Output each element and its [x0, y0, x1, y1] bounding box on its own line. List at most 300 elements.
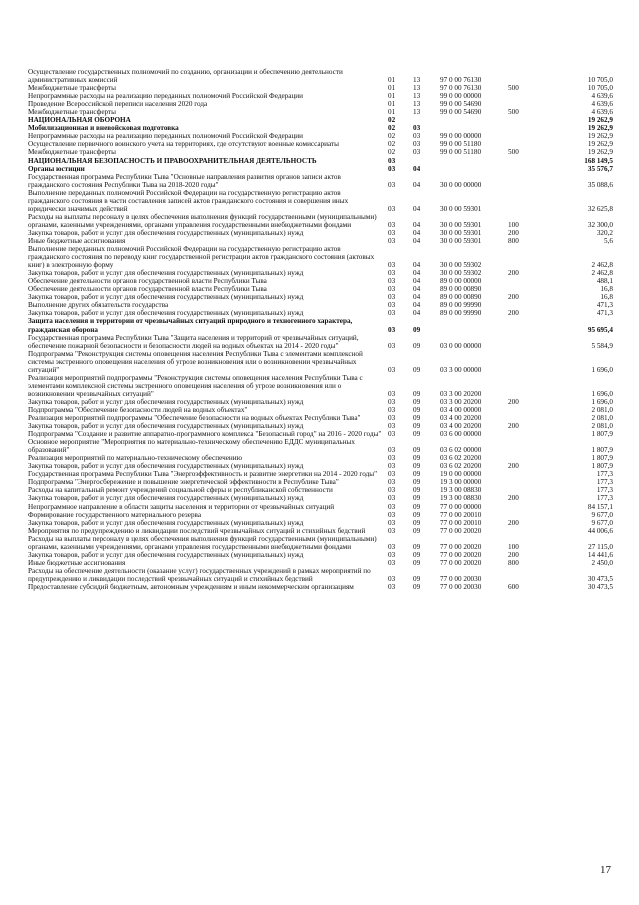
table-row [28, 148, 613, 156]
cell-subsection-code: 03 [413, 132, 421, 141]
cell-section-code: 03 [388, 446, 396, 455]
cell-target-article: 89 0 00 00000 [440, 277, 482, 286]
cell-item-name: Межбюджетные трансферты [28, 108, 116, 117]
cell-section-code: 03 [388, 236, 396, 245]
cell-expense-type: 200 [508, 550, 519, 559]
page-number: 17 [600, 864, 611, 876]
cell-item-name: Закупка товаров, работ и услуг для обеспечения государственных (муниципальных) нужд [28, 422, 304, 431]
cell-item-name: Закупка товаров, работ и услуг для обеспечения государственных (муниципальных) нужд [28, 462, 304, 471]
cell-subsection-code: 09 [413, 341, 421, 350]
cell-subsection-code: 09 [413, 365, 421, 374]
cell-section-code: 03 [388, 478, 396, 487]
cell-section-code: 01 [388, 84, 396, 93]
cell-section-code: 01 [388, 92, 396, 101]
cell-expense-type: 500 [508, 108, 519, 117]
cell-item-name: Государственная программа Республики Тыва "Основные направления развития органов записи актов гражданского состояния Республики Тыва на 2018-2020 годы" [28, 172, 341, 189]
cell-target-article: 77 0 00 20010 [440, 510, 482, 519]
cell-amount: 2 450,0 [591, 558, 613, 567]
cell-subsection-code: 09 [413, 454, 421, 463]
cell-target-article: 99 0 00 54690 [440, 108, 482, 117]
cell-section-code: 02 [388, 148, 396, 157]
cell-item-name: Иные бюджетные ассигнования [28, 558, 126, 567]
cell-item-name: Закупка товаров, работ и услуг для обеспечения государственных (муниципальных) нужд [28, 397, 304, 406]
cell-section-code: 03 [388, 574, 396, 583]
cell-subsection-code: 04 [413, 236, 421, 245]
cell-item-name: Реализация мероприятий по материально-техническому обеспечению [28, 454, 242, 463]
cell-section-code: 03 [388, 526, 396, 535]
cell-subsection-code: 04 [413, 220, 421, 229]
cell-section-code: 01 [388, 108, 396, 117]
cell-amount: 16,8 [600, 293, 613, 302]
cell-subsection-code: 04 [413, 261, 421, 270]
table-row [28, 213, 613, 229]
cell-item-name: Подпрограмма "Создание и развитие аппаратно-программного комплекса "Безопасный город" на 2016 - 2020 годы" [28, 430, 382, 439]
cell-item-name: Обеспечение деятельности органов государственной власти Республики Тыва [28, 285, 267, 294]
table-row [28, 108, 613, 116]
cell-section-code: 03 [388, 470, 396, 479]
cell-amount: 177,3 [596, 494, 613, 503]
cell-item-name: Государственная программа Республики Тыва "Энергоэффективность и развитие энергетики на 2014 - 2020 годы" [28, 470, 378, 479]
table-row [28, 494, 613, 502]
cell-section-code: 03 [388, 156, 396, 165]
cell-target-article: 03 4 00 20200 [440, 414, 482, 423]
cell-item-name: Закупка товаров, работ и услуг для обеспечения государственных (муниципальных) нужд [28, 494, 304, 503]
cell-subsection-code: 09 [413, 526, 421, 535]
cell-target-article: 30 0 00 59301 [440, 228, 482, 237]
cell-target-article: 03 4 00 00000 [440, 405, 482, 414]
cell-section-code: 03 [388, 405, 396, 414]
table-row [28, 486, 613, 494]
table-row [28, 430, 613, 438]
cell-amount: 19 262,9 [587, 148, 613, 157]
table-row [28, 189, 613, 213]
cell-amount: 35 576,7 [587, 164, 613, 173]
table-row [28, 68, 613, 84]
cell-amount: 19 262,9 [587, 124, 613, 133]
cell-amount: 4 639,6 [591, 108, 613, 117]
cell-item-name: Расходы на выплаты персоналу в целях обеспечения выполнения функций государственными (муниципальными) органами, казенными учреждениями, органами управления государственными внебюджетными фондами [28, 534, 377, 551]
cell-target-article: 77 0 00 20020 [440, 558, 482, 567]
table-row [28, 317, 613, 333]
cell-subsection-code: 09 [413, 478, 421, 487]
cell-section-code: 03 [388, 285, 396, 294]
cell-section-code: 02 [388, 132, 396, 141]
cell-section-code: 03 [388, 220, 396, 229]
cell-amount: 95 695,4 [587, 325, 613, 334]
table-row [28, 567, 613, 583]
cell-item-name: Закупка товаров, работ и услуг для обеспечения государственных (муниципальных) нужд [28, 518, 304, 527]
cell-target-article: 99 0 00 00000 [440, 92, 482, 101]
cell-target-article: 89 0 00 00890 [440, 293, 482, 302]
cell-target-article: 03 4 00 20200 [440, 422, 482, 431]
cell-item-name: Предоставление субсидий бюджетным, автономным учреждениям и иным некоммерческим организациям [28, 583, 354, 591]
cell-section-code: 03 [388, 180, 396, 189]
cell-item-name: Формирование государственного материального резерва [28, 510, 202, 519]
cell-amount: 30 473,5 [587, 574, 613, 583]
cell-amount: 44 006,6 [587, 526, 613, 535]
cell-item-name: Иные бюджетные ассигнования [28, 236, 126, 245]
cell-subsection-code: 04 [413, 204, 421, 213]
cell-section-code: 03 [388, 341, 396, 350]
cell-target-article: 77 0 00 20010 [440, 518, 482, 527]
cell-expense-type: 200 [508, 422, 519, 431]
cell-subsection-code: 09 [413, 502, 421, 511]
cell-subsection-code: 13 [413, 108, 421, 117]
cell-amount: 488,1 [596, 277, 613, 286]
cell-target-article: 99 0 00 51180 [440, 148, 482, 157]
cell-section-code: 03 [388, 510, 396, 519]
cell-subsection-code: 04 [413, 301, 421, 310]
cell-item-name: Мобилизационная и вневойсковая подготовка [28, 124, 179, 133]
cell-expense-type: 800 [508, 236, 519, 245]
cell-amount: 84 157,1 [587, 502, 613, 511]
table-row [28, 583, 613, 591]
cell-item-name: Органы юстиции [28, 164, 85, 173]
cell-item-name: Непрограммные расходы на реализацию переданных полномочий Российской Федерации [28, 132, 303, 141]
table-row [28, 293, 613, 301]
cell-amount: 177,3 [596, 486, 613, 495]
table-row [28, 398, 613, 406]
cell-section-code: 02 [388, 124, 396, 133]
table-row [28, 92, 613, 100]
cell-amount: 19 262,9 [587, 116, 613, 125]
cell-target-article: 77 0 00 20020 [440, 550, 482, 559]
cell-subsection-code: 09 [413, 462, 421, 471]
cell-target-article: 03 6 00 00000 [440, 430, 482, 439]
cell-section-code: 03 [388, 494, 396, 503]
table-row [28, 124, 613, 132]
cell-section-code: 03 [388, 389, 396, 398]
table-row [28, 229, 613, 237]
cell-amount: 1 696,0 [591, 389, 613, 398]
cell-section-code: 03 [388, 277, 396, 286]
cell-item-name: Межбюджетные трансферты [28, 84, 116, 93]
cell-amount: 5,6 [604, 236, 613, 245]
cell-expense-type: 500 [508, 84, 519, 93]
cell-section-code: 03 [388, 583, 396, 591]
table-row [28, 535, 613, 551]
cell-item-name: Осуществление государственных полномочий по созданию, организации и обеспечению деятельности административных комиссий [28, 68, 343, 85]
cell-amount: 1 807,9 [591, 462, 613, 471]
cell-target-article: 19 0 00 00000 [440, 470, 482, 479]
cell-expense-type: 200 [508, 397, 519, 406]
cell-section-code: 03 [388, 518, 396, 527]
cell-section-code: 03 [388, 430, 396, 439]
cell-item-name: НАЦИОНАЛЬНАЯ ОБОРОНА [28, 116, 131, 125]
cell-amount: 2 081,0 [591, 414, 613, 423]
cell-item-name: Проведение Всероссийской переписи населения 2020 года [28, 100, 208, 109]
cell-expense-type: 800 [508, 558, 519, 567]
cell-item-name: Обеспечение деятельности органов государственной власти Республики Тыва [28, 277, 267, 286]
cell-subsection-code: 04 [413, 164, 421, 173]
cell-expense-type: 100 [508, 220, 519, 229]
cell-amount: 177,3 [596, 470, 613, 479]
cell-subsection-code: 09 [413, 558, 421, 567]
cell-subsection-code: 09 [413, 583, 421, 591]
table-row [28, 527, 613, 535]
table-row [28, 422, 613, 430]
cell-target-article: 89 0 00 00890 [440, 285, 482, 294]
cell-amount: 1 696,0 [591, 365, 613, 374]
cell-subsection-code: 09 [413, 542, 421, 551]
cell-target-article: 97 0 00 76130 [440, 84, 482, 93]
cell-section-code: 03 [388, 486, 396, 495]
cell-subsection-code: 09 [413, 494, 421, 503]
cell-subsection-code: 03 [413, 140, 421, 149]
table-row [28, 462, 613, 470]
cell-target-article: 97 0 00 76130 [440, 76, 482, 85]
cell-section-code: 03 [388, 269, 396, 278]
cell-subsection-code: 09 [413, 389, 421, 398]
cell-section-code: 03 [388, 309, 396, 318]
cell-subsection-code: 04 [413, 293, 421, 302]
cell-item-name: Осуществление первичного воинского учета на территориях, где отсутствуют военные комиссариаты [28, 140, 339, 149]
cell-amount: 10 705,0 [587, 76, 613, 85]
cell-target-article: 30 0 00 59301 [440, 204, 482, 213]
cell-amount: 168 149,5 [584, 156, 613, 165]
cell-section-code: 01 [388, 100, 396, 109]
cell-target-article: 19 3 00 00000 [440, 478, 482, 487]
cell-item-name: Мероприятия по предупреждению и ликвидации последствий чрезвычайных ситуаций и стихийных бедствий [28, 526, 366, 535]
cell-expense-type: 200 [508, 518, 519, 527]
cell-section-code: 03 [388, 550, 396, 559]
cell-section-code: 01 [388, 76, 396, 85]
cell-amount: 14 441,6 [587, 550, 613, 559]
cell-section-code: 02 [388, 116, 396, 125]
table-row [28, 470, 613, 478]
cell-subsection-code: 13 [413, 76, 421, 85]
cell-amount: 30 473,5 [587, 583, 613, 591]
cell-subsection-code: 04 [413, 277, 421, 286]
table-row [28, 519, 613, 527]
table-row [28, 414, 613, 422]
cell-section-code: 03 [388, 542, 396, 551]
cell-section-code: 03 [388, 261, 396, 270]
cell-subsection-code: 09 [413, 325, 421, 334]
cell-amount: 4 639,6 [591, 92, 613, 101]
cell-amount: 1 807,9 [591, 446, 613, 455]
cell-section-code: 03 [388, 454, 396, 463]
cell-item-name: Выполнение других обязательств государства [28, 301, 169, 310]
cell-target-article: 77 0 00 20030 [440, 583, 482, 591]
cell-section-code: 03 [388, 397, 396, 406]
cell-subsection-code: 03 [413, 124, 421, 133]
cell-amount: 35 088,6 [587, 180, 613, 189]
cell-section-code: 03 [388, 414, 396, 423]
cell-item-name: Закупка товаров, работ и услуг для обеспечения государственных (муниципальных) нужд [28, 293, 304, 302]
table-row [28, 334, 613, 350]
cell-item-name: Расходы на обеспечение деятельности (оказание услуг) государственных учреждений в рамках мероприятий по предупреждению и ликвидации последствий чрезвычайных ситуаций и стихийных бедствий [28, 566, 371, 583]
cell-expense-type: 200 [508, 309, 519, 318]
cell-item-name: Расходы на капитальный ремонт учреждений социальной сферы и республиканской собственности [28, 486, 333, 495]
cell-amount: 32 625,8 [587, 204, 613, 213]
table-row [28, 140, 613, 148]
cell-expense-type: 200 [508, 293, 519, 302]
cell-target-article: 99 0 00 54690 [440, 100, 482, 109]
cell-item-name: Подпрограмма "Обеспечение безопасности людей на водных объектах" [28, 405, 248, 414]
cell-section-code: 03 [388, 558, 396, 567]
cell-amount: 9 677,0 [591, 518, 613, 527]
cell-item-name: Реализация мероприятий подпрограммы "Обеспечение безопасности на водных объектах Республики Тыва" [28, 414, 361, 423]
cell-target-article: 19 3 00 08830 [440, 486, 482, 495]
table-row [28, 309, 613, 317]
table-row [28, 84, 613, 92]
cell-amount: 4 639,6 [591, 100, 613, 109]
cell-item-name: Защита населения и территории от чрезвычайных ситуаций природного и техногенного характера, гражданская оборона [28, 317, 353, 334]
cell-item-name: Основное мероприятие "Мероприятия по материально-техническому обеспечению ЕДДС муниципальных образований" [28, 438, 355, 455]
cell-amount: 2 462,8 [591, 269, 613, 278]
cell-target-article: 77 0 00 20020 [440, 526, 482, 535]
cell-item-name: НАЦИОНАЛЬНАЯ БЕЗОПАСНОСТЬ И ПРАВООХРАНИТЕЛЬНАЯ ДЕЯТЕЛЬНОСТЬ [28, 156, 317, 165]
cell-target-article: 03 3 00 00000 [440, 365, 482, 374]
table-row [28, 478, 613, 486]
cell-amount: 9 677,0 [591, 510, 613, 519]
cell-item-name: Закупка товаров, работ и услуг для обеспечения государственных (муниципальных) нужд [28, 228, 304, 237]
cell-target-article: 03 3 00 20200 [440, 389, 482, 398]
cell-expense-type: 200 [508, 228, 519, 237]
table-row [28, 245, 613, 269]
cell-subsection-code: 09 [413, 486, 421, 495]
cell-item-name: Реализация мероприятий подпрограммы "Реконструкция системы оповещения населения Республики Тыва с элементами комплексной системы экстренного оповещения населения об угрозе возникновения или о возникновении чрезвычайных ситуаций" [28, 373, 363, 398]
cell-subsection-code: 09 [413, 430, 421, 439]
cell-item-name: Расходы на выплаты персоналу в целях обеспечения выполнения функций государственными (муниципальными) органами, казенными учреждениями, органами управления государственными внебюджетными фондами [28, 212, 377, 229]
cell-target-article: 30 0 00 59302 [440, 261, 482, 270]
cell-item-name: Непрограммное направление в области защиты населения и территории от чрезвычайных ситуаций [28, 502, 335, 511]
table-row [28, 350, 613, 374]
cell-subsection-code: 09 [413, 397, 421, 406]
cell-target-article: 03 6 02 00000 [440, 446, 482, 455]
table-row [28, 454, 613, 462]
table-row [28, 173, 613, 189]
table-row [28, 438, 613, 454]
cell-target-article: 03 0 00 00000 [440, 341, 482, 350]
table-row [28, 277, 613, 285]
table-row [28, 301, 613, 309]
cell-amount: 471,3 [596, 309, 613, 318]
cell-section-code: 03 [388, 462, 396, 471]
cell-section-code: 03 [388, 228, 396, 237]
cell-item-name: Закупка товаров, работ и услуг для обеспечения государственных (муниципальных) нужд [28, 309, 304, 318]
table-row [28, 559, 613, 567]
cell-expense-type: 200 [508, 462, 519, 471]
cell-target-article: 03 6 02 20200 [440, 454, 482, 463]
cell-target-article: 30 0 00 59302 [440, 269, 482, 278]
cell-target-article: 89 0 00 99990 [440, 309, 482, 318]
cell-expense-type: 200 [508, 494, 519, 503]
cell-item-name: Непрограммные расходы на реализацию переданных полномочий Российской Федерации [28, 92, 303, 101]
table-row [28, 100, 613, 108]
cell-amount: 10 705,0 [587, 84, 613, 93]
cell-amount: 1 807,9 [591, 430, 613, 439]
cell-subsection-code: 09 [413, 446, 421, 455]
cell-subsection-code: 13 [413, 84, 421, 93]
cell-section-code: 03 [388, 422, 396, 431]
cell-target-article: 99 0 00 51180 [440, 140, 482, 149]
cell-expense-type: 200 [508, 269, 519, 278]
cell-subsection-code: 09 [413, 510, 421, 519]
table-row [28, 374, 613, 398]
cell-amount: 471,3 [596, 301, 613, 310]
cell-target-article: 03 3 00 20200 [440, 397, 482, 406]
table-row [28, 269, 613, 277]
cell-amount: 19 262,9 [587, 132, 613, 141]
cell-subsection-code: 09 [413, 405, 421, 414]
cell-amount: 2 081,0 [591, 405, 613, 414]
cell-item-name: Выполнение переданных полномочий Российской Федерации на государственную регистрацию актов гражданского состояния в части составления записей актов гражданского состояния и совершения иных юридически значимых действий [28, 188, 349, 213]
table-row [28, 116, 613, 124]
cell-subsection-code: 04 [413, 180, 421, 189]
cell-item-name: Закупка товаров, работ и услуг для обеспечения государственных (муниципальных) нужд [28, 269, 304, 278]
cell-section-code: 02 [388, 140, 396, 149]
cell-item-name: Закупка товаров, работ и услуг для обеспечения государственных (муниципальных) нужд [28, 550, 304, 559]
cell-amount: 5 584,9 [591, 341, 613, 350]
cell-subsection-code: 09 [413, 574, 421, 583]
cell-target-article: 03 6 02 20200 [440, 462, 482, 471]
cell-subsection-code: 09 [413, 550, 421, 559]
table-row [28, 132, 613, 140]
cell-amount: 32 300,0 [587, 220, 613, 229]
cell-target-article: 77 0 00 00000 [440, 502, 482, 511]
cell-target-article: 99 0 00 00000 [440, 132, 482, 141]
cell-section-code: 03 [388, 204, 396, 213]
cell-subsection-code: 04 [413, 228, 421, 237]
cell-target-article: 77 0 00 20030 [440, 574, 482, 583]
cell-target-article: 30 0 00 00000 [440, 180, 482, 189]
budget-table [28, 68, 613, 591]
cell-item-name: Межбюджетные трансферты [28, 148, 116, 157]
cell-target-article: 89 0 00 99990 [440, 301, 482, 310]
cell-amount: 2 462,8 [591, 261, 613, 270]
cell-subsection-code: 13 [413, 100, 421, 109]
cell-amount: 1 807,9 [591, 454, 613, 463]
table-row [28, 503, 613, 511]
cell-section-code: 03 [388, 325, 396, 334]
table-row [28, 165, 613, 173]
cell-item-name: Подпрограмма "Реконструкция системы оповещения населения Республики Тыва с элементами комплексной системы экстренного оповещения населения об угрозе возникновения или о возникновении чрезвычайных ситуаций" [28, 349, 363, 374]
cell-amount: 19 262,9 [587, 140, 613, 149]
cell-target-article: 30 0 00 59301 [440, 220, 482, 229]
cell-amount: 177,3 [596, 478, 613, 487]
cell-amount: 16,8 [600, 285, 613, 294]
cell-amount: 320,2 [596, 228, 613, 237]
cell-subsection-code: 04 [413, 269, 421, 278]
cell-subsection-code: 09 [413, 422, 421, 431]
cell-item-name: Подпрограмма "Энергосбережение и повышение энергетической эффективности в Республике Тыва" [28, 478, 339, 487]
table-row [28, 157, 613, 165]
cell-target-article: 77 0 00 20020 [440, 542, 482, 551]
cell-item-name: Государственная программа Республики Тыва "Защита населения и территорий от чрезвычайных ситуаций, обеспечение пожарной безопасности и безопасности людей на водных объектах на 2014 - 2020 годы" [28, 333, 359, 350]
cell-expense-type: 600 [508, 583, 519, 591]
table-row [28, 406, 613, 414]
table-row [28, 237, 613, 245]
cell-subsection-code: 09 [413, 470, 421, 479]
cell-target-article: 30 0 00 59301 [440, 236, 482, 245]
cell-item-name: Выполнение переданных полномочий Российской Федерации на государственную регистрацию актов гражданского состояния по переводу книг государственной регистрации актов гражданского состояния (актовых книг) в электронную форму [28, 245, 375, 270]
cell-expense-type: 100 [508, 542, 519, 551]
table-row [28, 511, 613, 519]
cell-amount: 1 696,0 [591, 397, 613, 406]
cell-subsection-code: 09 [413, 518, 421, 527]
table-row [28, 285, 613, 293]
cell-subsection-code: 04 [413, 309, 421, 318]
cell-target-article: 19 3 00 08830 [440, 494, 482, 503]
cell-amount: 27 115,0 [588, 542, 613, 551]
cell-expense-type: 500 [508, 148, 519, 157]
table-row [28, 551, 613, 559]
cell-section-code: 03 [388, 502, 396, 511]
cell-amount: 2 081,0 [591, 422, 613, 431]
cell-section-code: 03 [388, 293, 396, 302]
